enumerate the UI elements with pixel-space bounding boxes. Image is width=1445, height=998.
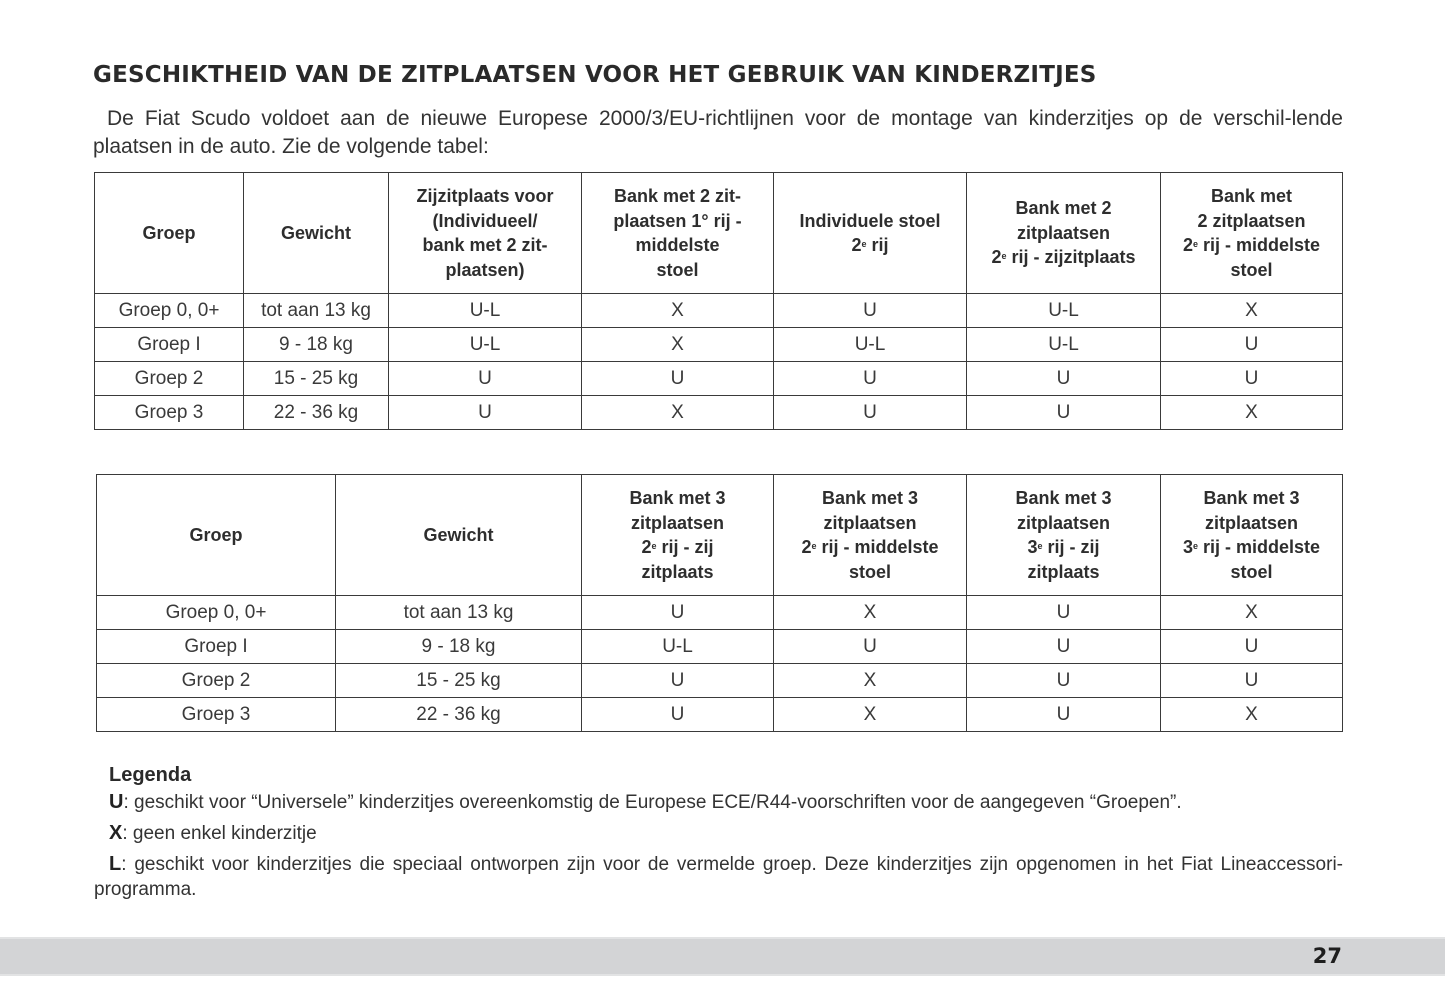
table-row <box>97 596 1343 630</box>
suitability-cell: X <box>1161 396 1343 430</box>
table-row <box>97 664 1343 698</box>
weight-cell: 22 - 36 kg <box>244 396 389 430</box>
table-header-row <box>95 173 1343 294</box>
column-header <box>967 475 1161 596</box>
column-header <box>582 173 774 294</box>
legend-title: Legenda <box>109 764 192 786</box>
table-body <box>97 596 1343 732</box>
column-header-line: Bank met <box>1210 186 1293 206</box>
column-header <box>1161 475 1343 596</box>
suitability-cell: U <box>774 294 967 328</box>
legend-item-u <box>94 790 1343 815</box>
suitability-cell: U <box>967 664 1161 698</box>
column-header-line: 3e rij - middelste <box>1182 537 1321 557</box>
group-cell: Groep 0, 0+ <box>97 596 336 630</box>
legend-key: X <box>109 822 123 844</box>
suitability-cell: U <box>389 396 582 430</box>
group-cell: Groep 0, 0+ <box>95 294 244 328</box>
table-row <box>95 328 1343 362</box>
column-header-line: (Individueel/ <box>432 210 538 231</box>
column-header <box>774 173 967 294</box>
group-cell: Groep 2 <box>97 664 336 698</box>
suitability-cell: U <box>389 362 582 396</box>
intro-paragraph: De Fiat Scudo voldoet aan de nieuwe Europese 2000/3/EU-richtlijnen voor de montage van kinderzitjes op de verschil-lende plaatsen in de auto. Zie de volgende tabel: <box>93 107 1343 158</box>
column-header-line: stoel <box>656 259 699 280</box>
weight-cell: tot aan 13 kg <box>336 596 582 630</box>
suitability-cell: U-L <box>582 630 774 664</box>
suitability-cell: X <box>1161 698 1343 732</box>
table-row <box>95 294 1343 328</box>
suitability-cell: U-L <box>967 294 1161 328</box>
column-header <box>582 475 774 596</box>
suitability-cell: U-L <box>774 328 967 362</box>
column-header-line: Bank met 3 <box>1203 488 1300 508</box>
group-cell: Groep 3 <box>95 396 244 430</box>
suitability-cell: U-L <box>389 328 582 362</box>
suitability-cell: X <box>582 396 774 430</box>
column-header-line: 2e rij - middelste <box>1182 235 1321 255</box>
suitability-cell: U <box>1161 362 1343 396</box>
column-header <box>336 475 582 596</box>
page-number: 27 <box>1312 944 1342 968</box>
legend-text: : geschikt voor kinderzitjes die speciaal ontworpen zijn voor de vermelde groep. Deze kinderzitjes zijn opgenomen in het Fiat Lineaccessori-programma. <box>94 854 1343 900</box>
suitability-cell: U <box>967 396 1161 430</box>
column-header-line: Bank met 3 <box>1015 488 1112 508</box>
seat-suitability-table-1 <box>94 172 1343 430</box>
table-body <box>95 294 1343 430</box>
group-cell: Groep I <box>95 328 244 362</box>
column-header-line: 2e rij - zij <box>641 537 714 557</box>
suitability-cell: U <box>1161 328 1343 362</box>
column-header-line: Groep <box>142 222 196 243</box>
column-header-line: Groep <box>189 524 243 545</box>
column-header-line: Individuele stoel <box>799 210 941 231</box>
suitability-cell: U <box>967 596 1161 630</box>
suitability-cell: X <box>582 328 774 362</box>
suitability-cell: U <box>582 698 774 732</box>
column-header-line: Bank met 3 <box>821 488 919 508</box>
suitability-cell: U <box>967 630 1161 664</box>
legend-text: : geen enkel kinderzitje <box>122 823 317 844</box>
legend-key: U <box>109 791 124 813</box>
column-header-line: stoel <box>1230 561 1273 582</box>
column-header-line: middelste <box>635 235 720 255</box>
suitability-cell: U <box>582 664 774 698</box>
suitability-cell: X <box>582 294 774 328</box>
column-header <box>1161 173 1343 294</box>
table-row <box>97 630 1343 664</box>
weight-cell: tot aan 13 kg <box>244 294 389 328</box>
column-header-line: 2 zitplaatsen <box>1197 210 1306 231</box>
group-cell: Groep I <box>97 630 336 664</box>
suitability-cell: U <box>1161 630 1343 664</box>
page-title: GESCHIKTHEID VAN DE ZITPLAATSEN VOOR HET GEBRUIK VAN KINDERZITJES <box>93 62 1097 89</box>
column-header-line: stoel <box>848 561 891 582</box>
column-header <box>244 173 389 294</box>
suitability-cell: U <box>774 362 967 396</box>
column-header-line: 2e rij - middelste <box>801 537 939 557</box>
legend <box>94 760 1343 908</box>
table-row <box>95 362 1343 396</box>
suitability-cell: X <box>774 698 967 732</box>
legend-item-x <box>94 821 1343 846</box>
column-header <box>97 475 336 596</box>
column-header-line: plaatsen) <box>445 259 525 280</box>
suitability-cell: U <box>1161 664 1343 698</box>
suitability-cell: U <box>774 630 967 664</box>
weight-cell: 15 - 25 kg <box>244 362 389 396</box>
weight-cell: 15 - 25 kg <box>336 664 582 698</box>
column-header-line: Bank met 2 zit- <box>613 186 742 206</box>
column-header-line: Bank met 3 <box>629 488 726 508</box>
column-header-line: zitplaatsen <box>823 512 917 533</box>
group-cell: Groep 3 <box>97 698 336 732</box>
table-row <box>97 698 1343 732</box>
column-header-line: stoel <box>1230 259 1273 280</box>
suitability-cell: U <box>774 396 967 430</box>
column-header-line: plaatsen 1° rij - <box>613 210 742 231</box>
weight-cell: 9 - 18 kg <box>336 630 582 664</box>
suitability-cell: U <box>582 596 774 630</box>
column-header-line: Gewicht <box>280 222 351 243</box>
suitability-cell: X <box>774 596 967 630</box>
suitability-cell: X <box>774 664 967 698</box>
suitability-cell: U <box>582 362 774 396</box>
column-header-line: zitplaatsen <box>1016 222 1111 243</box>
weight-cell: 9 - 18 kg <box>244 328 389 362</box>
column-header-line: bank met 2 zit- <box>422 235 548 255</box>
legend-key: L <box>109 853 122 875</box>
column-header <box>95 173 244 294</box>
weight-cell: 22 - 36 kg <box>336 698 582 732</box>
table-header-row <box>97 475 1343 596</box>
column-header-line: zitplaatsen <box>1016 512 1111 533</box>
column-header <box>389 173 582 294</box>
column-header-line: 2e rij - zijzitplaats <box>991 247 1136 268</box>
legend-item-l <box>94 852 1343 902</box>
seat-suitability-table-2 <box>96 474 1343 732</box>
suitability-cell: U <box>967 698 1161 732</box>
suitability-cell: U-L <box>967 328 1161 362</box>
table-row <box>95 396 1343 430</box>
column-header <box>774 475 967 596</box>
footer-bar <box>0 937 1445 976</box>
suitability-cell: X <box>1161 294 1343 328</box>
column-header-line: Bank met 2 <box>1015 198 1112 219</box>
legend-text: : geschikt voor “Universele” kinderzitjes overeenkomstig de Europese ECE/R44-voorschriften voor de aangegeven “Groepen”. <box>123 792 1182 813</box>
column-header-line: 3e rij - zij <box>1027 537 1100 557</box>
column-header-line: Gewicht <box>423 524 494 545</box>
column-header-line: zitplaats <box>641 561 714 582</box>
suitability-cell: X <box>1161 596 1343 630</box>
column-header-line: Zijzitplaats voor <box>416 186 554 206</box>
group-cell: Groep 2 <box>95 362 244 396</box>
column-header-line: zitplaatsen <box>630 512 725 533</box>
column-header <box>967 173 1161 294</box>
suitability-cell: U-L <box>389 294 582 328</box>
suitability-cell: U <box>967 362 1161 396</box>
column-header-line: 2e rij <box>851 235 889 255</box>
column-header-line: zitplaatsen <box>1204 512 1299 533</box>
column-header-line: zitplaats <box>1027 561 1100 582</box>
